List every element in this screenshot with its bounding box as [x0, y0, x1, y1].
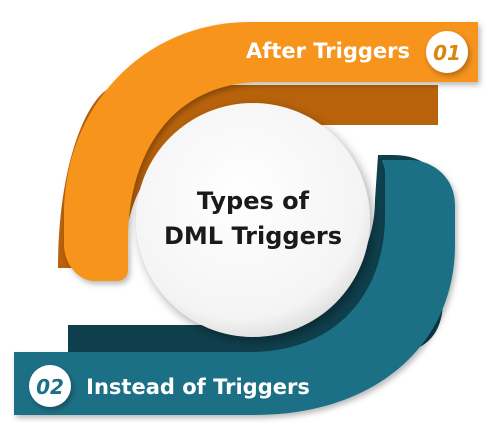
center-title-line1: Types of — [196, 187, 310, 215]
center-circle — [136, 103, 370, 337]
center-title-line2: DML Triggers — [163, 222, 343, 250]
item-2-number: 02 — [36, 375, 64, 399]
item-2-label: Instead of Triggers — [86, 375, 310, 399]
item-1-label: After Triggers — [245, 39, 411, 63]
item-1-number: 01 — [433, 41, 461, 65]
